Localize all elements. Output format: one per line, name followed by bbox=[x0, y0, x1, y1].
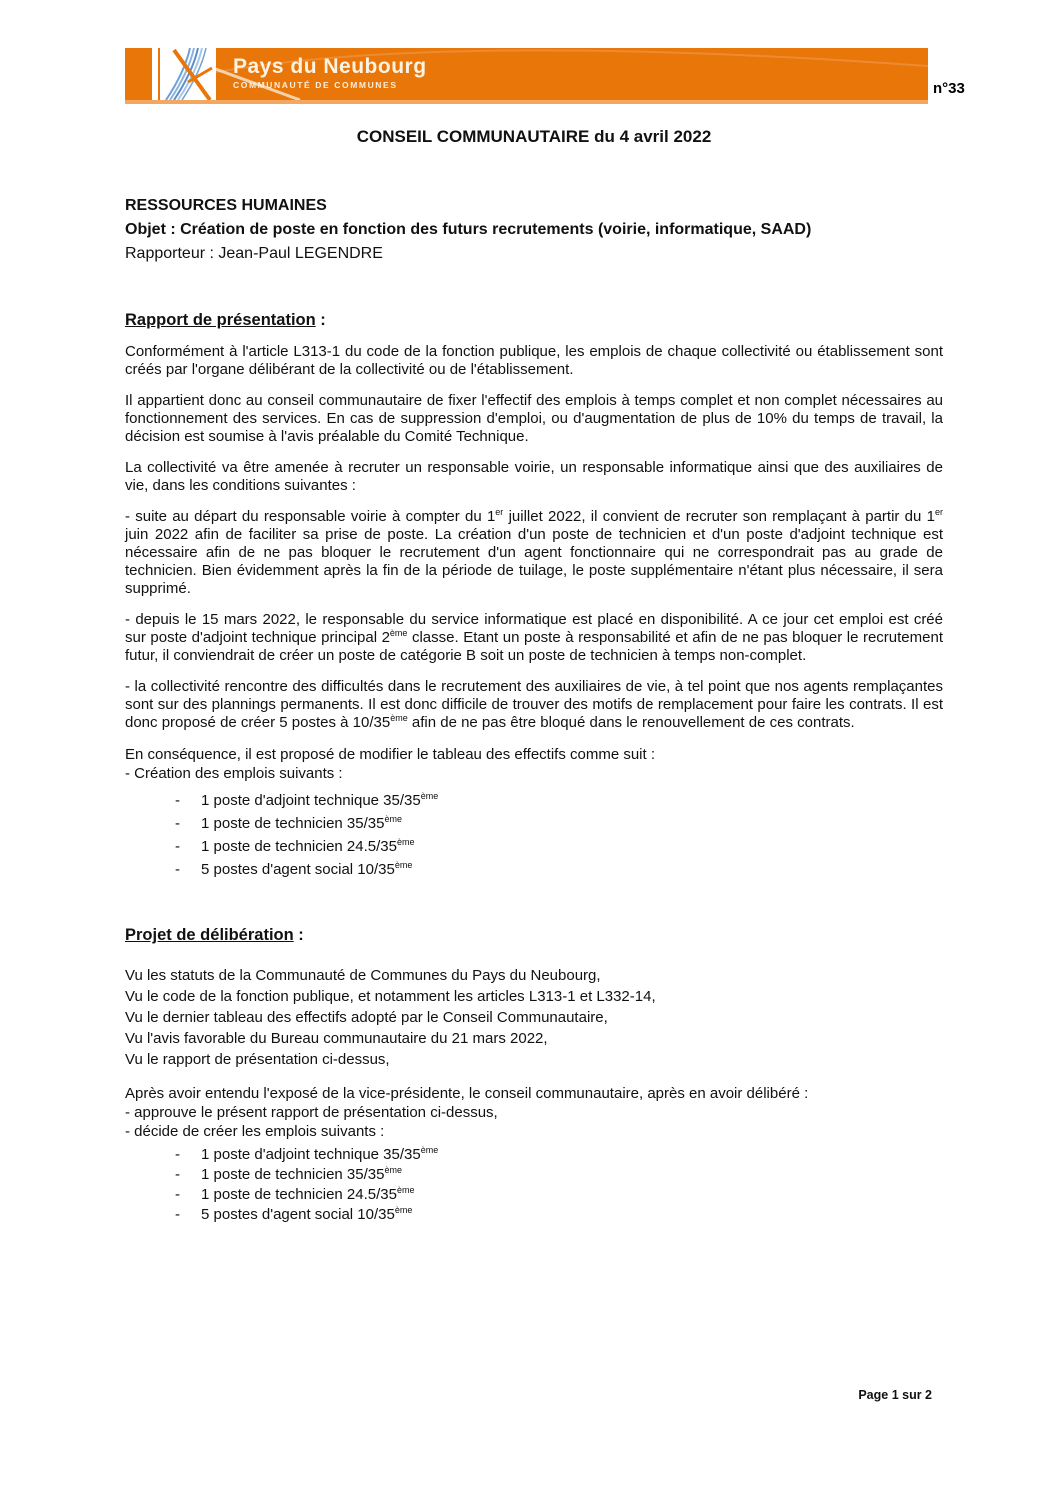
creation-list-deliberation bbox=[125, 1145, 943, 1225]
vu-line: Vu le code de la fonction publique, et notamment les articles L313-1 et L332-14, bbox=[125, 988, 656, 1005]
rapport-heading-text: Rapport de présentation bbox=[125, 311, 316, 329]
list-item-text: 1 poste de technicien 35/35ème bbox=[201, 814, 402, 832]
page-number: Page 1 sur 2 bbox=[858, 1388, 932, 1402]
vu-line: Vu le rapport de présentation ci-dessus, bbox=[125, 1051, 390, 1068]
list-item-text: 1 poste d'adjoint technique 35/35ème bbox=[201, 1145, 439, 1163]
rapporteur-line: Rapporteur : Jean-Paul LEGENDRE bbox=[125, 245, 383, 262]
decision-line: - décide de créer les emplois suivants : bbox=[125, 1123, 385, 1140]
consequence-block bbox=[125, 745, 943, 783]
list-item-text: 1 poste de technicien 24.5/35ème bbox=[201, 1185, 415, 1203]
creation-line: - Création des emplois suivants : bbox=[125, 765, 343, 782]
document-title: CONSEIL COMMUNAUTAIRE du 4 avril 2022 bbox=[356, 127, 712, 146]
document-content bbox=[125, 0, 943, 1225]
dash-bullet: - bbox=[175, 792, 180, 809]
list-item bbox=[125, 1165, 943, 1185]
paragraph: La collectivité va être amenée à recruter un responsable voirie, un responsable informatique ainsi que des auxiliaires de vie, dans les conditions suivantes : bbox=[125, 459, 943, 494]
list-item bbox=[125, 1185, 943, 1205]
dash-bullet: - bbox=[175, 1206, 180, 1223]
vu-line: Vu les statuts de la Communauté de Communes du Pays du Neubourg, bbox=[125, 967, 601, 984]
list-item bbox=[125, 789, 943, 812]
list-item bbox=[125, 858, 943, 881]
dash-bullet: - bbox=[175, 861, 180, 878]
decisions-block bbox=[125, 1084, 943, 1141]
paragraph: - suite au départ du responsable voirie à compter du 1er juillet 2022, il convient de recruter son remplaçant à partir du 1er juin 2022 afin de faciliter sa prise de poste. La création d'un poste de technicien et d'un poste d'adjoint technique est nécessaire afin de ne pas bloquer le recrutement d'un agent fonctionnaire qui ne correspondrait pas au grade de technicien. Bien évidemment après la fin de la période de tuilage, le poste supplémentaire n'étant plus nécessaire, il sera supprimé. bbox=[125, 507, 943, 597]
vu-line: Vu le dernier tableau des effectifs adopté par le Conseil Communautaire, bbox=[125, 1009, 608, 1026]
paragraph: - la collectivité rencontre des difficultés dans le recrutement des auxiliaires de vie, à tel point que nos agents remplaçantes sont sur des plannings permanents. Il est donc difficile de trouver des motifs de remplacement pour faire les contrats. Il est donc proposé de créer 5 postes à 10/35ème afin de ne pas être bloqué dans le renouvellement de ces contrats. bbox=[125, 678, 943, 731]
list-item-text: 1 poste de technicien 35/35ème bbox=[201, 1165, 402, 1183]
creation-list-rapport bbox=[125, 789, 943, 881]
dash-bullet: - bbox=[175, 1186, 180, 1203]
objet-line: Objet : Création de poste en fonction des futurs recrutements (voirie, informatique, SAAD) bbox=[125, 221, 812, 238]
list-item-text: 1 poste de technicien 24.5/35ème bbox=[201, 837, 415, 855]
list-item bbox=[125, 1145, 943, 1165]
paragraph: Conformément à l'article L313-1 du code de la fonction publique, les emplois de chaque collectivité ou établissement sont créés par l'organe délibérant de la collectivité ou de l'établissement. bbox=[125, 343, 943, 378]
logo-title: Pays du Neubourg bbox=[233, 55, 427, 78]
dash-bullet: - bbox=[175, 815, 180, 832]
consequence-line: En conséquence, il est proposé de modifier le tableau des effectifs comme suit : bbox=[125, 746, 656, 763]
deliberation-heading-text: Projet de délibération bbox=[125, 926, 294, 944]
vu-line: Vu l'avis favorable du Bureau communautaire du 21 mars 2022, bbox=[125, 1030, 548, 1047]
paragraph: - depuis le 15 mars 2022, le responsable du service informatique est placé en disponibilité. A ce jour cet emploi est créé sur poste d'adjoint technique principal 2ème classe. Etant un poste à responsabilité et afin de ne pas bloquer le recrutement futur, il conviendrait de créer un poste de catégorie B soit un poste de technicien à temps non-complet. bbox=[125, 611, 943, 664]
deliberation-heading bbox=[125, 925, 943, 945]
meta-block bbox=[125, 194, 943, 266]
decisions-intro: Après avoir entendu l'exposé de la vice-présidente, le conseil communautaire, après en avoir délibéré : bbox=[125, 1085, 809, 1102]
deliberation-heading-colon: : bbox=[293, 926, 304, 944]
dash-bullet: - bbox=[175, 1146, 180, 1163]
paragraph: Il appartient donc au conseil communautaire de fixer l'effectif des emplois à temps complet et non complet nécessaires au fonctionnement des services. En cas de suppression d'emploi, ou d'augmentation de plus de 10% du temps de travail, la décision est soumise à l'avis préalable du Comité Technique. bbox=[125, 392, 943, 445]
list-item bbox=[125, 812, 943, 835]
vu-block bbox=[125, 965, 943, 1070]
list-item bbox=[125, 835, 943, 858]
dash-bullet: - bbox=[175, 1166, 180, 1183]
list-item-text: 5 postes d'agent social 10/35ème bbox=[201, 860, 413, 878]
rapport-heading bbox=[125, 310, 943, 330]
list-item-text: 5 postes d'agent social 10/35ème bbox=[201, 1205, 413, 1223]
document-number: n°33 bbox=[933, 80, 965, 97]
service-label: RESSOURCES HUMAINES bbox=[125, 197, 327, 214]
rapport-heading-colon: : bbox=[315, 311, 326, 329]
dash-bullet: - bbox=[175, 838, 180, 855]
list-item bbox=[125, 1205, 943, 1225]
list-item-text: 1 poste d'adjoint technique 35/35ème bbox=[201, 791, 439, 809]
decision-line: - approuve le présent rapport de présentation ci-dessus, bbox=[125, 1104, 498, 1121]
logo-subtitle: COMMUNAUTÉ DE COMMUNES bbox=[233, 80, 398, 90]
